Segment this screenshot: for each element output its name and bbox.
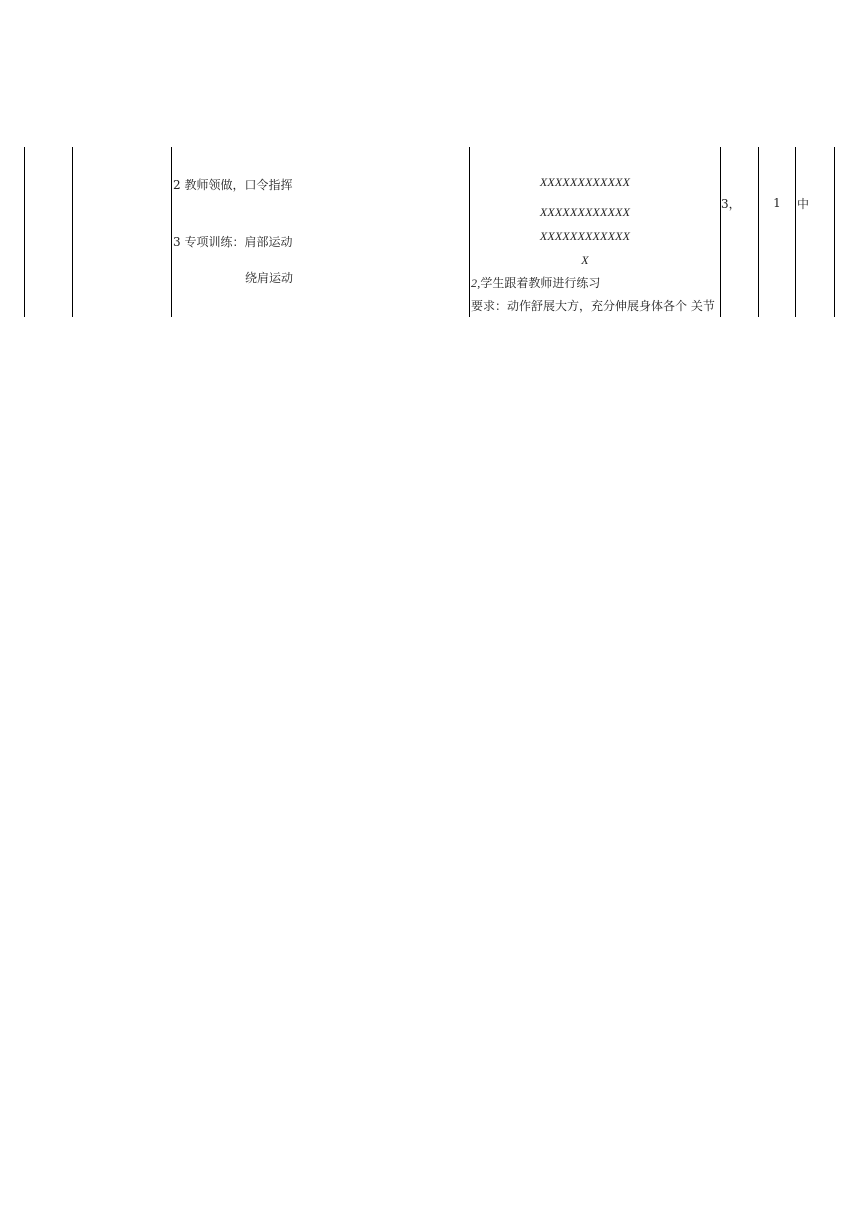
table-border-7 bbox=[795, 147, 796, 317]
shoulder-roll-text: 绕肩运动 bbox=[245, 271, 294, 285]
special-training-text: 3 专项训练：肩部运动 bbox=[173, 235, 293, 249]
teacher-lead-text: 2 教师领做，口令指挥 bbox=[173, 178, 293, 192]
table-border-3 bbox=[171, 147, 172, 317]
group-value: 1 bbox=[773, 196, 781, 210]
count-value: 3， bbox=[721, 197, 741, 211]
table-border-2 bbox=[72, 147, 73, 317]
table-border-5 bbox=[720, 147, 721, 317]
table-border-8 bbox=[834, 147, 835, 317]
formation-row-2: XXXXXXXXXXXX bbox=[539, 205, 631, 219]
student-practice-number: 2, bbox=[471, 276, 481, 290]
formation-row-1: XXXXXXXXXXXX bbox=[539, 175, 631, 189]
table-border-1 bbox=[24, 147, 25, 317]
formation-row-3: XXXXXXXXXXXX bbox=[539, 229, 631, 243]
student-practice-label: 学生跟着教师进行练习 bbox=[480, 276, 601, 290]
formation-row-4: X bbox=[581, 253, 589, 267]
table-border-6 bbox=[758, 147, 759, 317]
intensity-value: 中 bbox=[797, 197, 810, 211]
requirement-text: 要求：动作舒展大方，充分伸展身体各个 关节 bbox=[471, 299, 715, 313]
student-practice-text bbox=[471, 276, 600, 290]
